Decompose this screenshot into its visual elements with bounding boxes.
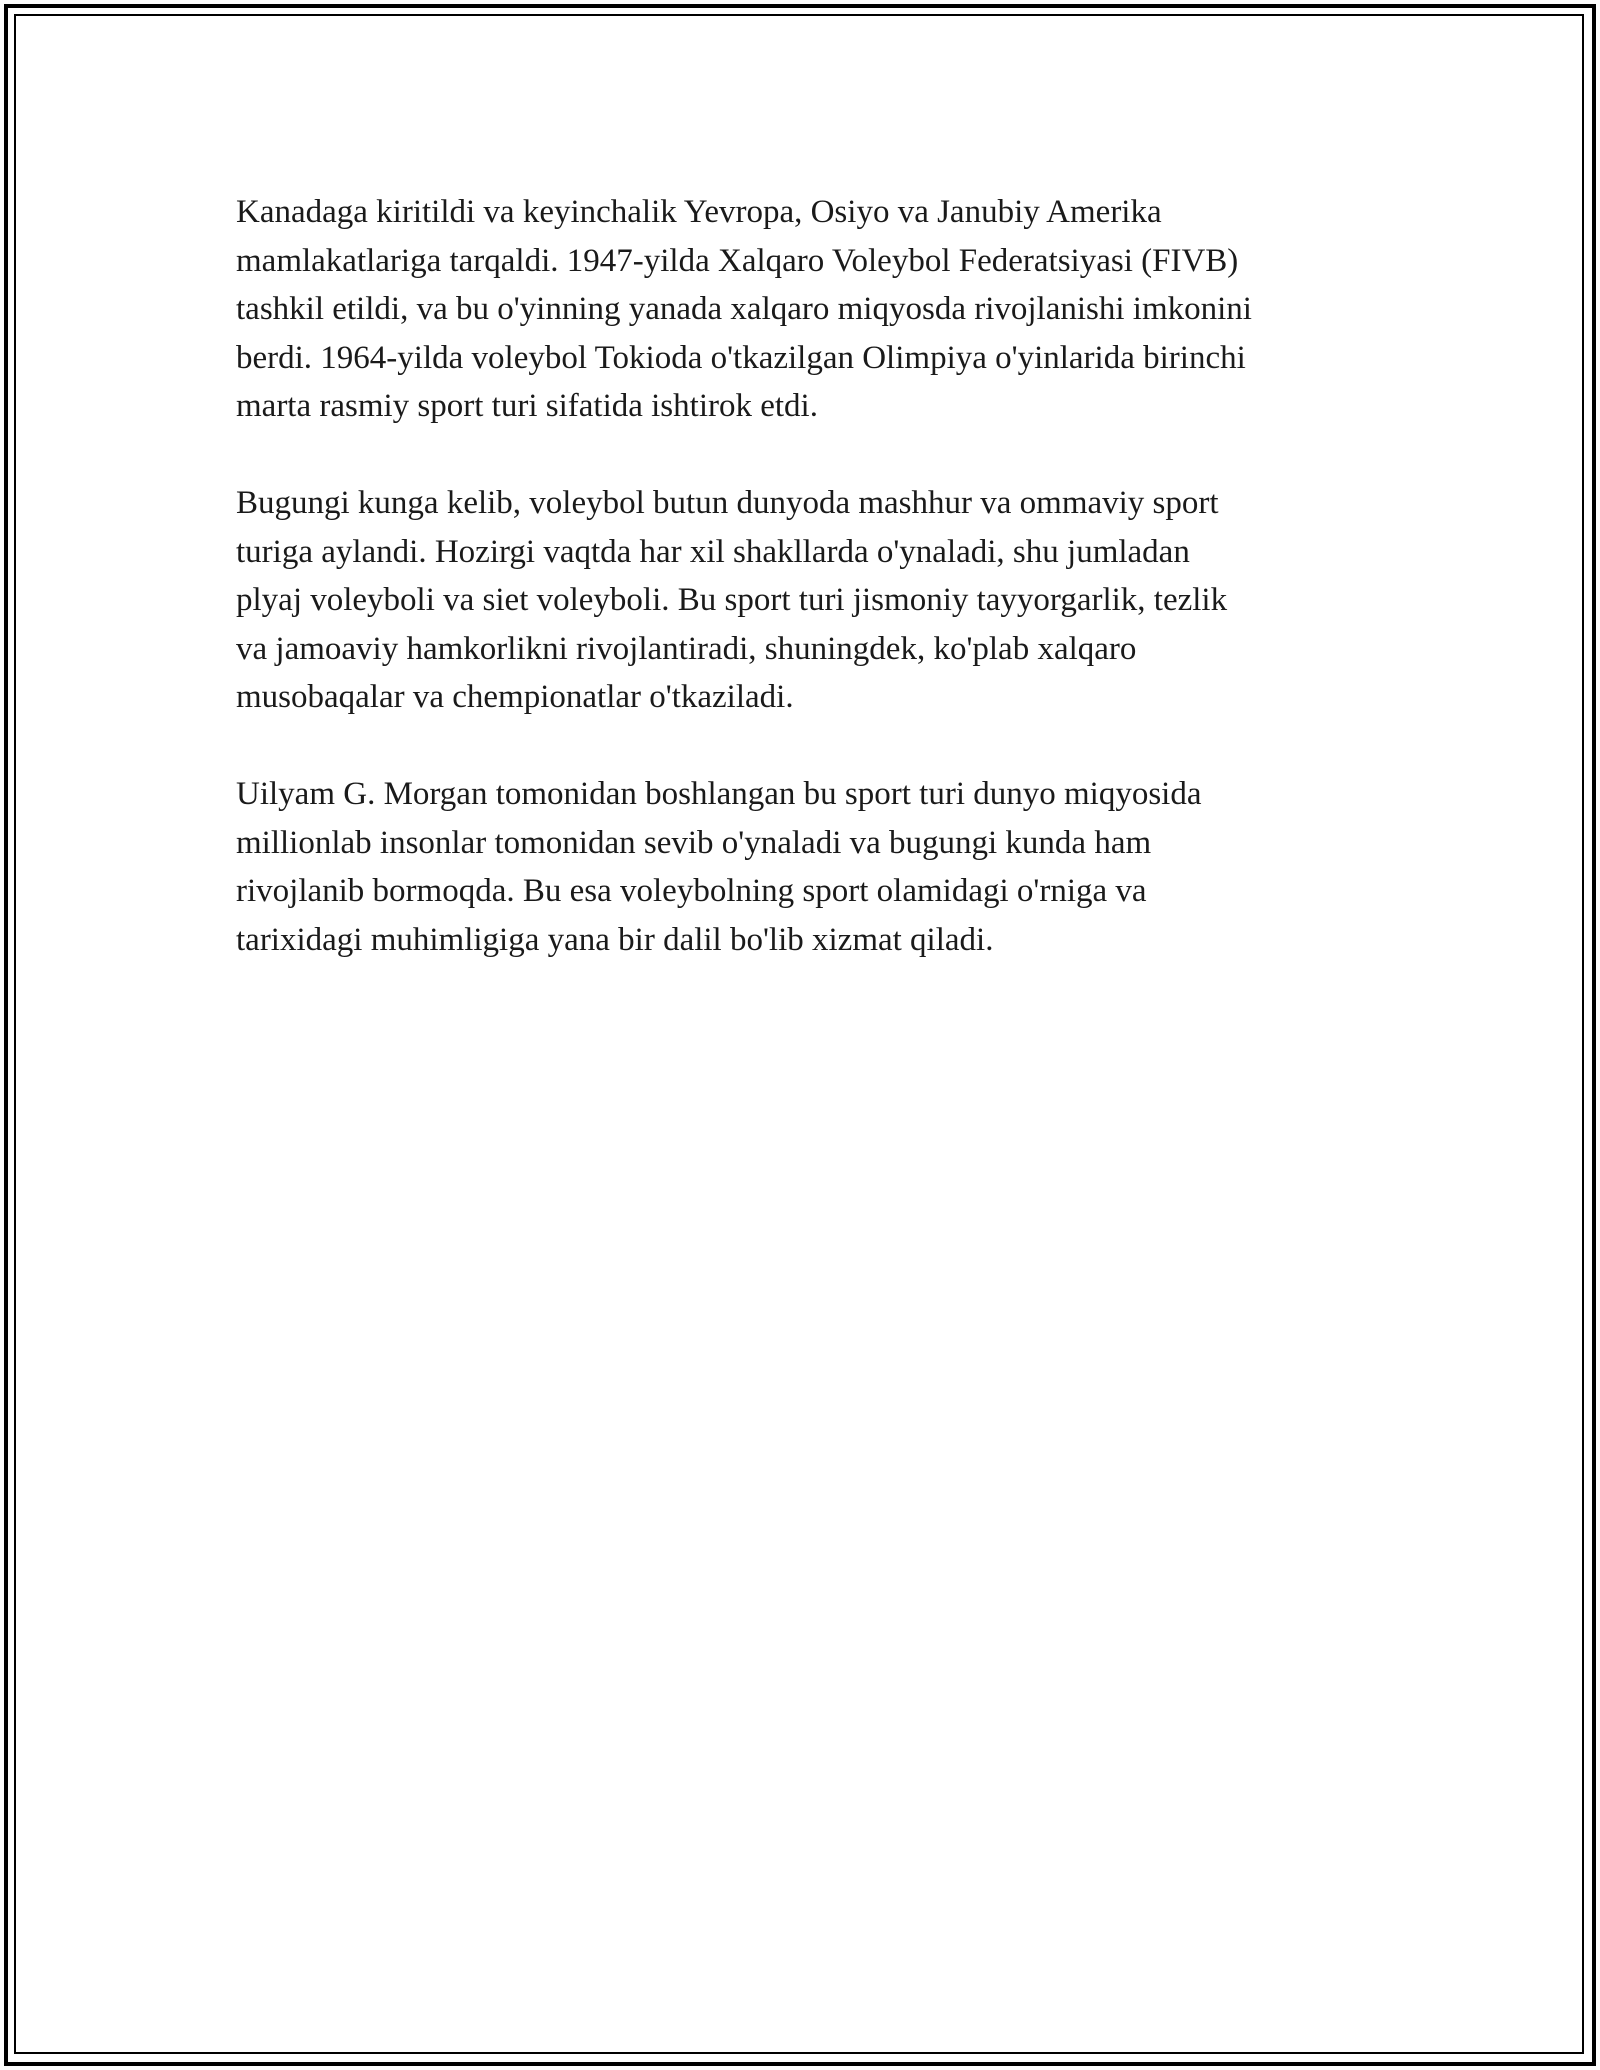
text-line: Bugungi kunga kelib, voleybol butun dunyoda mashhur va ommaviy sport (236, 485, 1219, 521)
paragraph-2 (236, 479, 1386, 722)
text-line: plyaj voleyboli va siet voleyboli. Bu sport turi jismoniy tayyorgarlik, tezlik (236, 582, 1228, 618)
text-line: Kanadaga kiritildi va keyinchalik Yevropa, Osiyo va Janubiy Amerika (236, 194, 1162, 230)
text-line: marta rasmiy sport turi sifatida ishtirok etdi. (236, 388, 818, 424)
document-body (236, 188, 1386, 1013)
paragraph-1 (236, 188, 1386, 431)
text-line: tarixidagi muhimligiga yana bir dalil bo'lib xizmat qiladi. (236, 921, 994, 958)
text-line: rivojlanib bormoqda. Bu esa voleybolning sport olamidagi o'rniga va (236, 873, 1147, 909)
text-line: Uilyam G. Morgan tomonidan boshlangan bu sport turi dunyo miqyosida (236, 776, 1202, 812)
text-line: berdi. 1964-yilda voleybol Tokioda o'tkazilgan Olimpiya o'yinlarida birinchi (236, 339, 1246, 376)
text-line: mamlakatlariga tarqaldi. 1947-yilda Xalqaro Voleybol Federatsiyasi (FIVB) (236, 242, 1239, 279)
text-line: turiga aylandi. Hozirgi vaqtda har xil shakllarda o'ynaladi, shu jumladan (236, 533, 1190, 570)
text-line: va jamoaviy hamkorlikni rivojlantiradi, shuningdek, ko'plab xalqaro (236, 630, 1137, 667)
paragraph-3 (236, 770, 1386, 964)
text-line: millionlab insonlar tomonidan sevib o'ynaladi va bugungi kunda ham (236, 824, 1152, 861)
text-line: musobaqalar va chempionatlar o'tkaziladi. (236, 679, 794, 715)
text-line: tashkil etildi, va bu o'yinning yanada xalqaro miqyosda rivojlanishi imkonini (236, 291, 1252, 327)
